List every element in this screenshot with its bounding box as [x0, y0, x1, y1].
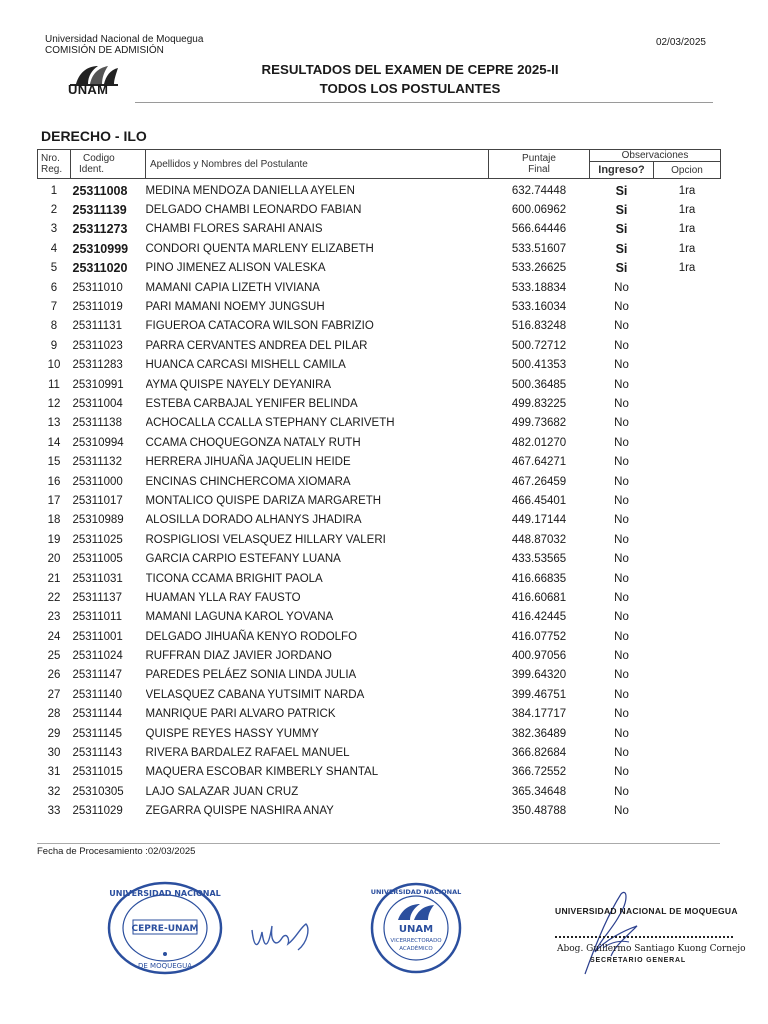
final-score: 533.26625: [511, 262, 567, 275]
table-row: [38, 763, 721, 782]
final-score: 500.36485: [511, 378, 567, 391]
title-line-2: TODOS LOS POSTULANTES: [319, 81, 501, 96]
row-number: 22: [47, 591, 61, 604]
table-row: [38, 530, 721, 549]
table-row: [38, 569, 721, 588]
admission-status: No: [614, 339, 629, 352]
applicant-code: 25311131: [72, 320, 122, 333]
option-choice: [654, 666, 721, 685]
table-row: [38, 685, 721, 704]
option-choice: [654, 511, 721, 530]
applicant-code: 25311019: [72, 301, 123, 314]
final-score: 500.72712: [511, 339, 567, 352]
results-table: [37, 149, 721, 821]
row-number: 3: [50, 223, 58, 236]
final-score: 350.48788: [511, 805, 567, 818]
applicant-code: 25311001: [72, 630, 123, 643]
applicant-code: 25310991: [72, 378, 124, 391]
final-score: 449.17144: [511, 514, 567, 527]
applicant-code: 25310994: [72, 436, 124, 449]
document-title: [200, 60, 620, 98]
row-number: 10: [47, 359, 61, 372]
applicant-code: 25311132: [72, 456, 122, 469]
signature-line: [555, 936, 733, 938]
admission-status: No: [614, 766, 629, 779]
applicant-name: TICONA CCAMA BRIGHIT PAOLA: [145, 572, 323, 585]
table-row: [38, 724, 721, 743]
row-number: 33: [47, 805, 61, 818]
row-number: 25: [47, 650, 61, 663]
table-row: [38, 220, 721, 239]
applicant-name: FIGUEROA CATACORA WILSON FABRIZIO: [145, 320, 374, 333]
applicant-code: 25311020: [72, 261, 128, 276]
applicant-code: 25311031: [72, 572, 123, 585]
admission-status: No: [614, 688, 629, 701]
applicant-name: HUAMAN YLLA RAY FAUSTO: [145, 591, 301, 604]
svg-text:DE MOQUEGUA: DE MOQUEGUA: [138, 962, 192, 970]
option-choice: 1ra: [678, 184, 696, 197]
seal-stamp-icon: [106, 880, 224, 976]
table-row: [38, 452, 721, 471]
signatory-name: Abog. Guillermo Santiago Kuong Cornejo: [557, 944, 746, 954]
applicant-name: RUFFRAN DIAZ JAVIER JORDANO: [145, 650, 332, 663]
admission-status: Si: [615, 183, 628, 198]
table-row: [38, 666, 721, 685]
admission-status: No: [614, 591, 629, 604]
final-score: 467.26459: [511, 475, 567, 488]
row-number: 17: [47, 494, 61, 507]
table-row: [38, 627, 721, 646]
secretary-signature-icon: [555, 886, 675, 978]
document-date: 02/03/2025: [655, 37, 706, 48]
svg-text:ACADÉMICO: ACADÉMICO: [399, 946, 433, 952]
applicant-name: ZEGARRA QUISPE NASHIRA ANAY: [145, 805, 334, 818]
applicant-name: HUANCA CARCASI MISHELL CAMILA: [145, 359, 346, 372]
applicant-name: HERRERA JIHUAÑA JAQUELIN HEIDE: [145, 456, 351, 469]
table-row: [38, 511, 721, 530]
header-nro: Nro.: [41, 153, 60, 164]
table-row: [38, 336, 721, 355]
row-number: 1: [50, 184, 58, 197]
table-header: [38, 150, 721, 179]
final-score: 416.66835: [511, 572, 567, 585]
applicant-name: VELASQUEZ CABANA YUTSIMIT NARDA: [145, 688, 365, 701]
applicant-code: 25311138: [72, 417, 122, 430]
svg-text:CEPRE-UNAM: CEPRE-UNAM: [131, 924, 199, 934]
unam-logo: [66, 62, 122, 100]
applicant-code: 25311015: [72, 766, 123, 779]
signatory-role: SECRETARIO GENERAL: [590, 957, 686, 964]
applicant-code: 25311025: [72, 533, 123, 546]
table-row: [38, 646, 721, 665]
admission-status: No: [614, 785, 629, 798]
row-number: 32: [47, 785, 61, 798]
applicant-name: RIVERA BARDALEZ RAFAEL MANUEL: [145, 747, 350, 760]
final-score: 632.74448: [511, 184, 567, 197]
admission-status: No: [614, 301, 629, 314]
option-choice: [654, 491, 721, 510]
option-choice: [654, 782, 721, 801]
applicant-code: 25311017: [72, 494, 123, 507]
row-number: 5: [50, 262, 58, 275]
row-number: 18: [47, 514, 61, 527]
header-observaciones: Observaciones: [590, 150, 721, 162]
option-choice: [654, 608, 721, 627]
table-body: [38, 179, 721, 821]
final-score: 467.64271: [511, 456, 567, 469]
final-score: 365.34648: [511, 785, 567, 798]
option-choice: [654, 705, 721, 724]
admission-status: No: [614, 320, 629, 333]
applicant-name: CCAMA CHOQUEGONZA NATALY RUTH: [145, 436, 361, 449]
row-number: 19: [47, 533, 61, 546]
table-row: [38, 375, 721, 394]
table-row: [38, 356, 721, 375]
admission-status: No: [614, 727, 629, 740]
processing-date: Fecha de Procesamiento :02/03/2025: [37, 846, 196, 857]
admission-status: No: [614, 436, 629, 449]
applicant-code: 25311143: [72, 747, 122, 760]
final-score: 382.36489: [511, 727, 567, 740]
signature-scribble: [248, 908, 318, 958]
institution-header: [45, 34, 203, 56]
option-choice: [654, 414, 721, 433]
final-score: 366.82684: [511, 747, 567, 760]
admission-status: No: [614, 475, 629, 488]
option-choice: 1ra: [678, 223, 696, 236]
row-number: 6: [50, 281, 58, 294]
applicant-name: ACHOCALLA CCALLA STEPHANY CLARIVETH: [145, 417, 395, 430]
option-choice: [654, 743, 721, 762]
final-score: 400.97056: [511, 650, 567, 663]
option-choice: [654, 375, 721, 394]
final-score: 499.83225: [511, 397, 567, 410]
final-score: 482.01270: [511, 436, 567, 449]
applicant-name: CONDORI QUENTA MARLENY ELIZABETH: [145, 242, 374, 255]
option-choice: [654, 763, 721, 782]
admission-status: No: [614, 572, 629, 585]
admission-status: No: [614, 805, 629, 818]
svg-text:UNAM: UNAM: [398, 924, 434, 935]
option-choice: [654, 724, 721, 743]
admission-status: No: [614, 669, 629, 682]
final-score: 416.42445: [511, 611, 567, 624]
option-choice: [654, 433, 721, 452]
applicant-name: MONTALICO QUISPE DARIZA MARGARETH: [145, 494, 382, 507]
final-score: 433.53565: [511, 553, 567, 566]
applicant-code: 25311144: [72, 708, 122, 721]
row-number: 29: [47, 727, 61, 740]
admission-status: No: [614, 747, 629, 760]
row-number: 28: [47, 708, 61, 721]
header-ingreso: Ingreso?: [590, 162, 654, 179]
final-score: 399.46751: [511, 688, 567, 701]
row-number: 11: [48, 378, 60, 391]
table-row: [38, 278, 721, 297]
admission-status: No: [614, 494, 629, 507]
table-row: [38, 317, 721, 336]
option-choice: [654, 336, 721, 355]
admission-status: No: [614, 281, 629, 294]
footer-divider: [37, 843, 720, 844]
applicant-name: MAMANI CAPIA LIZETH VIVIANA: [145, 281, 320, 294]
university-name: Universidad Nacional de Moquegua: [45, 34, 204, 45]
header-puntaje-label: Puntaje: [522, 153, 556, 164]
table-row: [38, 608, 721, 627]
applicant-name: DELGADO CHAMBI LEONARDO FABIAN: [145, 204, 362, 217]
applicant-code: 25311029: [72, 805, 123, 818]
handwritten-signature-icon: [248, 908, 318, 958]
applicant-code: 25311023: [72, 339, 123, 352]
applicant-code: 25311137: [72, 591, 122, 604]
applicant-name: GARCIA CARPIO ESTEFANY LUANA: [145, 553, 341, 566]
admission-status: No: [614, 359, 629, 372]
applicant-name: ESTEBA CARBAJAL YENIFER BELINDA: [145, 397, 358, 410]
applicant-code: 25311147: [72, 669, 122, 682]
applicant-name: PARI MAMANI NOEMY JUNGSUH: [145, 301, 325, 314]
admission-status: No: [614, 397, 629, 410]
row-number: 23: [47, 611, 61, 624]
header-final-label: Final: [528, 164, 550, 175]
final-score: 366.72552: [511, 766, 567, 779]
final-score: 416.07752: [511, 630, 567, 643]
applicant-name: LAJO SALAZAR JUAN CRUZ: [145, 785, 299, 798]
applicant-name: MAQUERA ESCOBAR KIMBERLY SHANTAL: [145, 766, 379, 779]
table-row: [38, 782, 721, 801]
admission-status: Si: [615, 241, 628, 256]
applicant-code: 25311011: [72, 611, 122, 624]
header-ident-label: Ident.: [79, 164, 105, 175]
row-number: 24: [47, 630, 61, 643]
applicant-code: 25311140: [72, 688, 122, 701]
row-number: 20: [47, 553, 61, 566]
row-number: 31: [47, 766, 61, 779]
admission-status: Si: [615, 203, 628, 218]
table-row: [38, 433, 721, 452]
option-choice: [654, 530, 721, 549]
final-score: 499.73682: [511, 417, 567, 430]
final-score: 516.83248: [511, 320, 567, 333]
option-choice: [654, 317, 721, 336]
table-row: [38, 259, 721, 278]
applicant-code: 25311008: [72, 183, 128, 198]
table-row: [38, 200, 721, 219]
row-number: 16: [47, 475, 61, 488]
applicant-name: ALOSILLA DORADO ALHANYS JHADIRA: [145, 514, 362, 527]
applicant-code: 25311273: [72, 222, 128, 237]
option-choice: [654, 278, 721, 297]
row-number: 14: [47, 436, 61, 449]
unam-seal-stamp: [364, 880, 468, 976]
table-row: [38, 414, 721, 433]
applicant-code: 25311139: [72, 203, 127, 218]
admission-status: No: [614, 417, 629, 430]
final-score: 533.16034: [511, 301, 567, 314]
header-puntaje: [489, 150, 590, 179]
table-row: [38, 588, 721, 607]
option-choice: [654, 297, 721, 316]
header-nro-reg: [38, 150, 71, 179]
applicant-name: AYMA QUISPE NAYELY DEYANIRA: [145, 378, 332, 391]
header-nombre: Apellidos y Nombres del Postulante: [146, 150, 489, 179]
applicant-code: 25310999: [72, 241, 129, 256]
admission-status: Si: [615, 222, 628, 237]
applicant-name: PAREDES PELÁEZ SONIA LINDA JULIA: [145, 669, 357, 682]
option-choice: [654, 452, 721, 471]
header-divider: [135, 102, 713, 103]
header-codigo-label: Codigo: [83, 153, 115, 164]
table-row: [38, 239, 721, 258]
option-choice: 1ra: [678, 242, 696, 255]
logo-label: UNAM: [68, 82, 109, 97]
applicant-code: 25311005: [72, 553, 123, 566]
applicant-code: 25311010: [72, 281, 123, 294]
row-number: 30: [47, 747, 61, 760]
applicant-code: 25311145: [72, 727, 122, 740]
applicant-code: 25311024: [72, 650, 123, 663]
row-number: 8: [50, 320, 58, 333]
applicant-name: MAMANI LAGUNA KAROL YOVANA: [145, 611, 334, 624]
applicant-code: 25310305: [72, 785, 124, 798]
final-score: 399.64320: [511, 669, 567, 682]
option-choice: [654, 356, 721, 375]
row-number: 9: [50, 339, 58, 352]
applicant-name: ROSPIGLIOSI VELASQUEZ HILLARY VALERI: [145, 533, 386, 546]
header-codigo: [71, 150, 146, 179]
final-score: 500.41353: [511, 359, 567, 372]
applicant-name: ENCINAS CHINCHERCOMA XIOMARA: [145, 475, 351, 488]
admission-status: No: [614, 611, 629, 624]
final-score: 533.51607: [511, 242, 567, 255]
option-choice: [654, 472, 721, 491]
table-row: [38, 394, 721, 413]
final-score: 566.64446: [511, 223, 567, 236]
row-number: 15: [47, 456, 61, 469]
row-number: 2: [50, 204, 58, 217]
section-title: DERECHO - ILO: [41, 128, 147, 144]
option-choice: [654, 802, 721, 821]
applicant-name: DELGADO JIHUAÑA KENYO RODOLFO: [145, 630, 358, 643]
table-row: [38, 549, 721, 568]
table-row: [38, 743, 721, 762]
admission-status: No: [614, 456, 629, 469]
admission-status: No: [614, 533, 629, 546]
admission-status: Si: [615, 261, 628, 276]
final-score: 533.18834: [511, 281, 567, 294]
signatory-university: UNIVERSIDAD NACIONAL DE MOQUEGUA: [555, 906, 738, 916]
row-number: 12: [47, 397, 61, 410]
applicant-code: 25311004: [72, 397, 123, 410]
option-choice: [654, 569, 721, 588]
option-choice: [654, 627, 721, 646]
option-choice: [654, 394, 721, 413]
svg-text:VICERRECTORADO: VICERRECTORADO: [390, 938, 442, 944]
university-seal-icon: [364, 880, 468, 976]
svg-text:UNIVERSIDAD NACIONAL: UNIVERSIDAD NACIONAL: [109, 889, 221, 898]
admission-status: No: [614, 378, 629, 391]
option-choice: [654, 646, 721, 665]
applicant-name: MEDINA MENDOZA DANIELLA AYELEN: [145, 184, 355, 197]
row-number: 13: [47, 417, 61, 430]
admission-status: No: [614, 514, 629, 527]
admission-status: No: [614, 553, 629, 566]
option-choice: 1ra: [678, 262, 696, 275]
final-score: 600.06962: [511, 204, 567, 217]
table-row: [38, 491, 721, 510]
table-row: [38, 705, 721, 724]
row-number: 4: [50, 242, 58, 255]
admission-status: No: [614, 708, 629, 721]
final-score: 384.17717: [511, 708, 567, 721]
option-choice: [654, 685, 721, 704]
svg-text:UNIVERSIDAD NACIONAL: UNIVERSIDAD NACIONAL: [370, 888, 462, 896]
table-row: [38, 179, 721, 201]
row-number: 27: [47, 688, 61, 701]
applicant-name: QUISPE REYES HASSY YUMMY: [145, 727, 319, 740]
final-score: 466.45401: [511, 494, 567, 507]
final-score: 416.60681: [511, 591, 567, 604]
admission-status: No: [614, 650, 629, 663]
row-number: 7: [50, 301, 58, 314]
applicant-name: PARRA CERVANTES ANDREA DEL PILAR: [145, 339, 368, 352]
applicant-name: CHAMBI FLORES SARAHI ANAIS: [145, 223, 323, 236]
applicant-code: 25311283: [72, 359, 123, 372]
signatory-block: [555, 898, 745, 988]
final-score: 448.87032: [511, 533, 567, 546]
applicant-name: MANRIQUE PARI ALVARO PATRICK: [145, 708, 336, 721]
applicant-name: PINO JIMENEZ ALISON VALESKA: [145, 262, 326, 275]
applicant-code: 25311000: [72, 475, 123, 488]
header-reg: Reg.: [41, 164, 63, 175]
title-line-1: RESULTADOS DEL EXAMEN DE CEPRE 2025-II: [261, 62, 559, 77]
header-opcion: Opcion: [654, 162, 721, 179]
table-row: [38, 297, 721, 316]
commission-name: COMISIÓN DE ADMISIÓN: [45, 45, 164, 56]
option-choice: [654, 588, 721, 607]
option-choice: [654, 549, 721, 568]
row-number: 21: [47, 572, 61, 585]
table-row: [38, 802, 721, 821]
row-number: 26: [47, 669, 61, 682]
admission-status: No: [614, 630, 629, 643]
applicant-code: 25310989: [72, 514, 124, 527]
table-row: [38, 472, 721, 491]
cepre-seal-stamp: [106, 880, 224, 976]
option-choice: 1ra: [678, 204, 696, 217]
